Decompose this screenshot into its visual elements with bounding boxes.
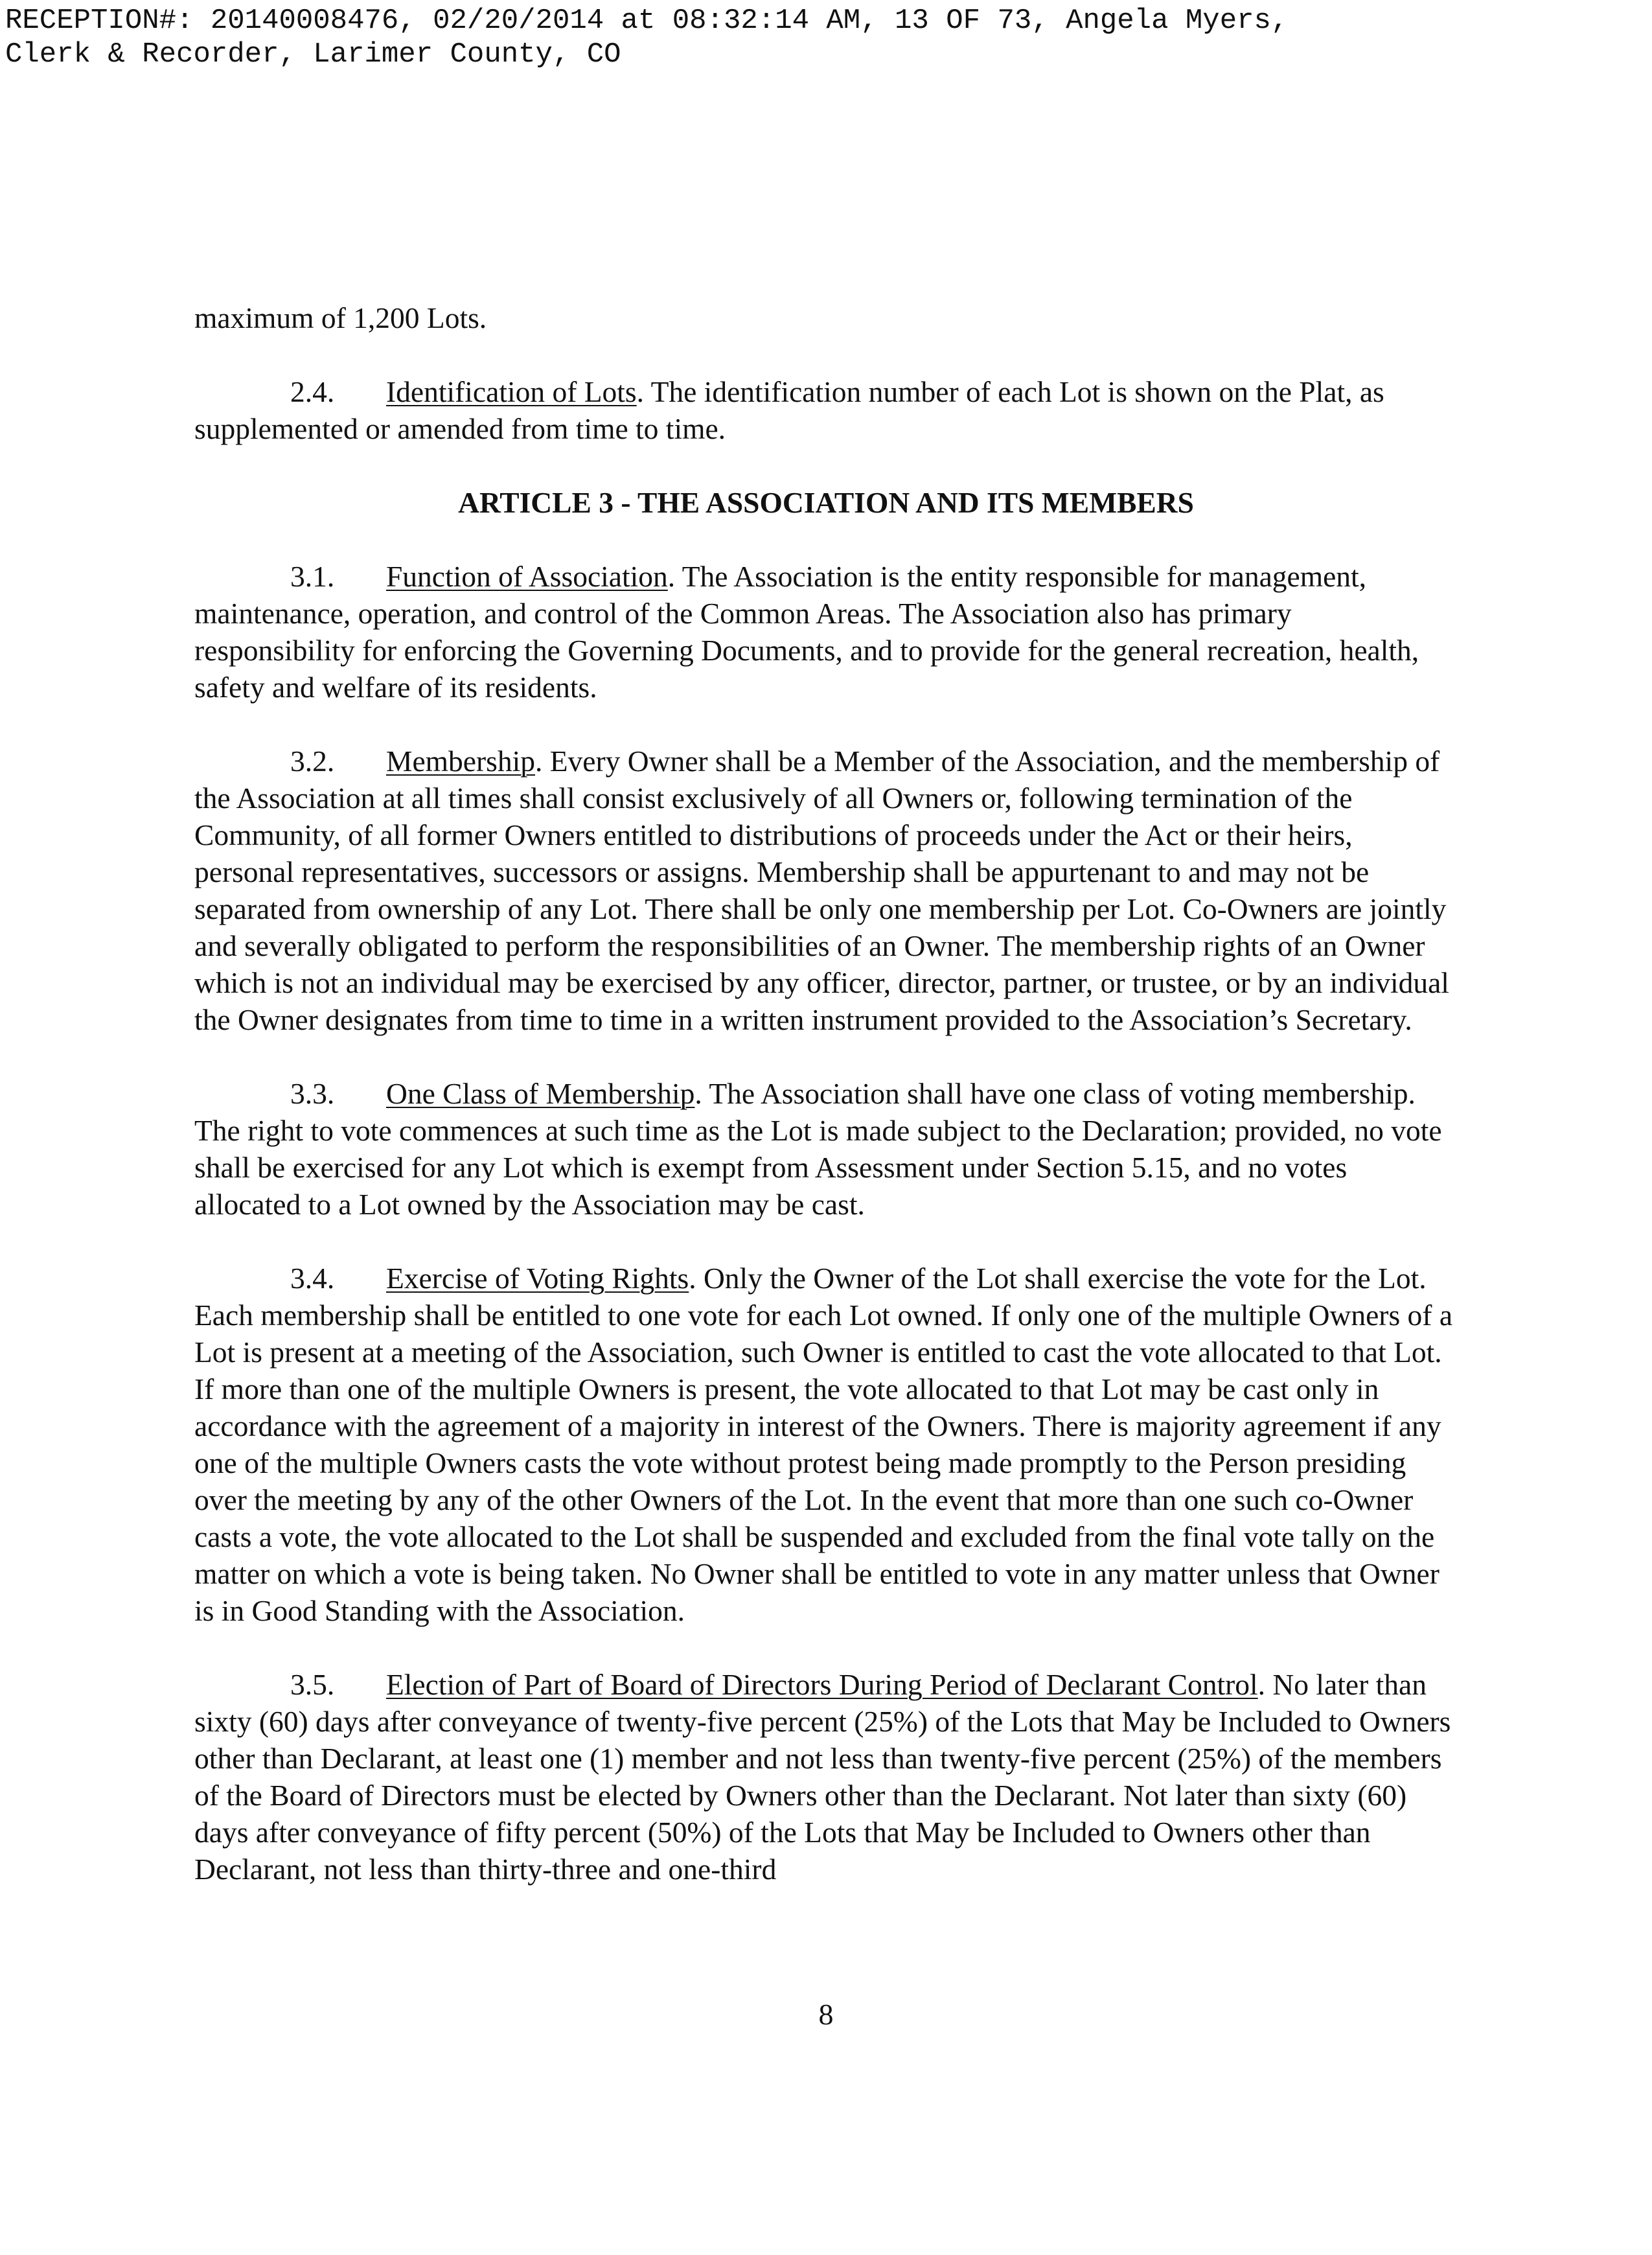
section-text: . The Association is the entity responsible for management, maintenance, operation, and control of the Common Areas. The Association also has primary responsibility for enforcing the Governing Documents, and to provide for the general recreation, health, safety and welfare of its residents. bbox=[194, 560, 1419, 704]
section-title: Identification of Lots bbox=[386, 375, 637, 408]
section-3-1 bbox=[194, 558, 1458, 706]
section-3-5 bbox=[194, 1666, 1458, 1888]
section-title: Membership bbox=[386, 745, 535, 778]
section-number: 3.5. bbox=[290, 1668, 335, 1701]
section-number: 3.2. bbox=[290, 745, 335, 778]
section-2-4 bbox=[194, 373, 1458, 447]
section-number: 3.1. bbox=[290, 560, 335, 593]
continuation-text: maximum of 1,200 Lots. bbox=[194, 301, 487, 334]
section-3-3 bbox=[194, 1075, 1458, 1223]
recording-stamp-line-1: RECEPTION#: 20140008476, 02/20/2014 at 08:32:14 AM, 13 OF 73, Angela Myers, bbox=[5, 5, 1289, 37]
document-body bbox=[194, 299, 1458, 1925]
recording-stamp-line-2: Clerk & Recorder, Larimer County, CO bbox=[5, 38, 621, 71]
section-title: Exercise of Voting Rights bbox=[386, 1262, 689, 1295]
section-text: . The Association shall have one class of voting membership. The right to vote commences at such time as the Lot is made subject to the Declaration; provided, no vote shall be exercised for any Lot which is exempt from Assessment under Section 5.15, and no votes allocated to a Lot owned by the Association may be cast. bbox=[194, 1077, 1442, 1221]
recording-stamp-header bbox=[5, 4, 1288, 71]
section-number: 3.3. bbox=[290, 1077, 335, 1110]
section-text: . Every Owner shall be a Member of the Association, and the membership of the Association at all times shall consist exclusively of all Owners or, following termination of the Community, of all former Owners entitled to distributions of proceeds under the Act or their heirs, personal representatives, successors or assigns. Membership shall be appurtenant to and may not be separated from ownership of any Lot. There shall be only one membership per Lot. Co-Owners are jointly and severally obligated to perform the responsibilities of an Owner. The membership rights of an Owner which is not an individual may be exercised by any officer, director, partner, or trustee, or by an individual the Owner designates from time to time in a written instrument provided to the Association’s Secretary. bbox=[194, 745, 1449, 1036]
section-number: 3.4. bbox=[290, 1262, 335, 1295]
section-text: . No later than sixty (60) days after conveyance of twenty-five percent (25%) of the Lots that May be Included to Owners other than Declarant, at least one (1) member and not less than twenty-five percent (25%) of the members of the Board of Directors must be elected by Owners other than the Declarant. Not later than sixty (60) days after conveyance of fifty percent (50%) of the Lots that May be Included to Owners other than Declarant, not less than thirty-three and one-third bbox=[194, 1668, 1451, 1886]
section-3-4 bbox=[194, 1260, 1458, 1629]
section-number: 2.4. bbox=[290, 375, 335, 408]
page-number: 8 bbox=[818, 1998, 834, 2031]
section-text: . The identification number of each Lot is shown on the Plat, as supplemented or amended from time to time. bbox=[194, 375, 1384, 445]
section-title: Function of Association bbox=[386, 560, 668, 593]
article-heading: ARTICLE 3 - THE ASSOCIATION AND ITS MEMBERS bbox=[458, 486, 1194, 519]
section-title: One Class of Membership bbox=[386, 1077, 695, 1110]
section-text: . Only the Owner of the Lot shall exercise the vote for the Lot. Each membership shall be entitled to one vote for each Lot owned. If only one of the multiple Owners of a Lot is present at a meeting of the Association, such Owner is entitled to cast the vote allocated to that Lot. If more than one of the multiple Owners is present, the vote allocated to that Lot may be cast only in accordance with the agreement of a majority in interest of the Owners. There is majority agreement if any one of the multiple Owners casts the vote without protest being made promptly to the Person presiding over the meeting by any of the other Owners of the Lot. In the event that more than one such co-Owner casts a vote, the vote allocated to the Lot shall be suspended and excluded from the final vote tally on the matter on which a vote is being taken. No Owner shall be entitled to vote in any matter unless that Owner is in Good Standing with the Association. bbox=[194, 1262, 1453, 1627]
section-title: Election of Part of Board of Directors During Period of Declarant Control bbox=[386, 1668, 1258, 1701]
section-3-2 bbox=[194, 743, 1458, 1038]
